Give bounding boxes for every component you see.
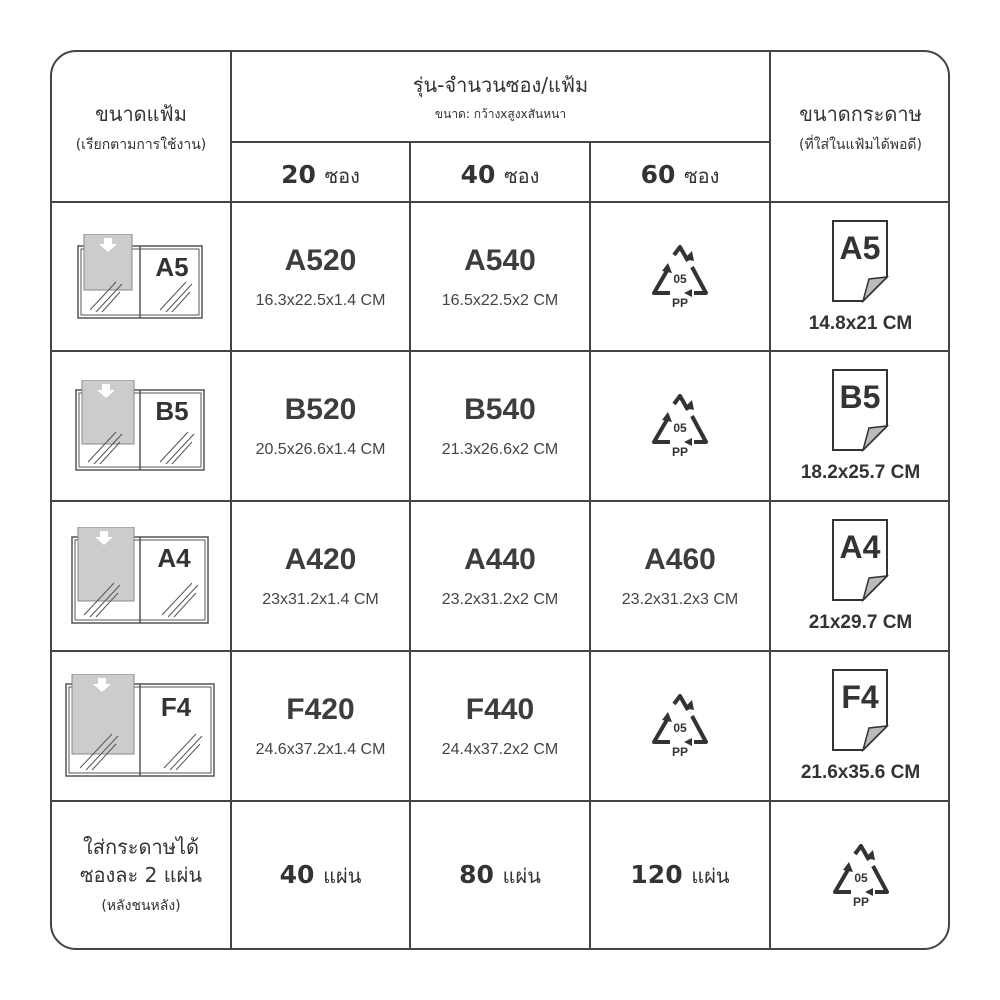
page-count: 40	[279, 860, 315, 889]
capacity-label	[52, 802, 230, 950]
page-count: 120	[630, 860, 683, 889]
recycle-pp-icon	[648, 694, 712, 758]
count-number: 60	[640, 160, 676, 189]
size-table	[50, 50, 950, 950]
paper-size-cell	[771, 652, 950, 800]
folder-size-label: F4	[160, 692, 192, 722]
capacity-cell	[232, 802, 409, 950]
folder-icon	[70, 527, 212, 625]
model-dimensions: 23.2x31.2x3 CM	[621, 591, 739, 608]
header-folder-size	[52, 52, 230, 201]
model-cell	[232, 652, 409, 800]
folder-size-f4	[52, 652, 230, 800]
paper-size-cell	[771, 502, 950, 650]
header-folder-size-subtitle: (เรียกตามการใช้งาน)	[75, 136, 207, 153]
header-count-60	[591, 143, 769, 201]
model-cell	[411, 652, 589, 800]
capacity-cell	[591, 802, 769, 950]
capacity-cell	[411, 802, 589, 950]
model-cell	[411, 502, 589, 650]
paper-size-cell	[771, 352, 950, 500]
page-count: 80	[459, 860, 494, 889]
recycle-pp-icon	[829, 844, 893, 908]
paper-size-icon	[831, 219, 891, 303]
capacity-line-1: ใส่กระดาษได้	[82, 834, 199, 859]
paper-size-label: A5	[839, 229, 880, 266]
recycle-cell	[591, 652, 769, 800]
recycle-cell	[771, 802, 950, 950]
recycle-cell	[591, 203, 769, 350]
model-dimensions: 21.3x26.6x2 CM	[441, 441, 559, 458]
folder-icon	[76, 234, 206, 320]
page-unit: แผ่น	[691, 864, 730, 888]
count-unit: ซอง	[504, 164, 540, 188]
recycle-material: PP	[852, 895, 869, 908]
model-code: A420	[284, 543, 357, 576]
recycle-pp-icon	[648, 394, 712, 458]
model-code: B520	[284, 393, 357, 426]
model-cell	[232, 203, 409, 350]
recycle-pp-icon	[648, 245, 712, 309]
recycle-code: 05	[673, 421, 687, 435]
paper-dimensions: 21x29.7 CM	[808, 612, 913, 633]
count-unit: ซอง	[324, 164, 360, 188]
header-model-title: รุ่น-จำนวนซอง/แฟ้ม	[412, 73, 589, 97]
recycle-material: PP	[671, 445, 689, 458]
header-count-40	[411, 143, 589, 201]
model-dimensions: 20.5x26.6x1.4 CM	[255, 441, 386, 458]
model-code: F420	[286, 693, 355, 726]
model-cell	[591, 502, 769, 650]
folder-size-b5	[52, 352, 230, 500]
folder-size-a4	[52, 502, 230, 650]
folder-size-label: A5	[155, 251, 189, 282]
model-code: A440	[464, 543, 536, 576]
paper-size-icon	[831, 668, 891, 752]
model-cell	[232, 352, 409, 500]
model-code: A520	[284, 243, 357, 277]
folder-icon	[64, 674, 218, 778]
capacity-line-3: (หลังชนหลัง)	[101, 897, 181, 914]
folder-size-label: A4	[157, 543, 191, 573]
paper-size-label: B5	[839, 379, 880, 415]
recycle-material: PP	[671, 295, 689, 309]
recycle-code: 05	[673, 271, 687, 286]
folder-size-label: B5	[155, 396, 189, 426]
recycle-code: 05	[673, 721, 687, 735]
paper-size-label: A4	[839, 529, 880, 565]
model-cell	[411, 203, 589, 350]
count-number: 20	[281, 160, 316, 189]
page-unit: แผ่น	[502, 864, 541, 888]
capacity-line-2: ซองละ 2 แผ่น	[79, 862, 203, 887]
recycle-cell	[591, 352, 769, 500]
model-dimensions: 23.2x31.2x2 CM	[441, 591, 559, 608]
model-code: B540	[464, 393, 536, 426]
model-cell	[232, 502, 409, 650]
recycle-material: PP	[671, 745, 689, 758]
model-code: A460	[644, 543, 716, 576]
model-cell	[411, 352, 589, 500]
header-model-subtitle: ขนาด: กว้างxสูงxสันหนา	[434, 107, 567, 121]
paper-dimensions: 14.8x21 CM	[808, 312, 913, 334]
model-dimensions: 24.4x37.2x2 CM	[441, 741, 559, 758]
header-paper-size	[771, 52, 950, 201]
paper-dimensions: 21.6x35.6 CM	[800, 762, 921, 783]
header-model	[232, 52, 769, 141]
header-count-20	[232, 143, 409, 201]
paper-size-cell	[771, 203, 950, 350]
model-code: F440	[465, 693, 535, 726]
folder-icon	[74, 380, 208, 472]
count-number: 40	[460, 160, 496, 189]
model-dimensions: 24.6x37.2x1.4 CM	[255, 741, 386, 758]
paper-size-icon	[831, 368, 891, 452]
header-paper-size-subtitle: (ที่ใส่ในแฟ้มได้พอดี)	[799, 136, 922, 153]
model-dimensions: 23x31.2x1.4 CM	[262, 591, 379, 608]
model-dimensions: 16.5x22.5x2 CM	[441, 291, 559, 309]
recycle-code: 05	[853, 871, 868, 885]
paper-dimensions: 18.2x25.7 CM	[800, 462, 921, 483]
count-unit: ซอง	[684, 164, 720, 188]
paper-size-icon	[831, 518, 891, 602]
paper-size-label: F4	[840, 679, 879, 715]
folder-size-a5	[52, 203, 230, 350]
model-code: A540	[464, 243, 536, 277]
model-dimensions: 16.3x22.5x1.4 CM	[255, 291, 386, 309]
page-unit: แผ่น	[323, 864, 362, 888]
header-paper-size-title: ขนาดกระดาษ	[799, 101, 922, 126]
header-folder-size-title: ขนาดแฟ้ม	[95, 101, 187, 126]
